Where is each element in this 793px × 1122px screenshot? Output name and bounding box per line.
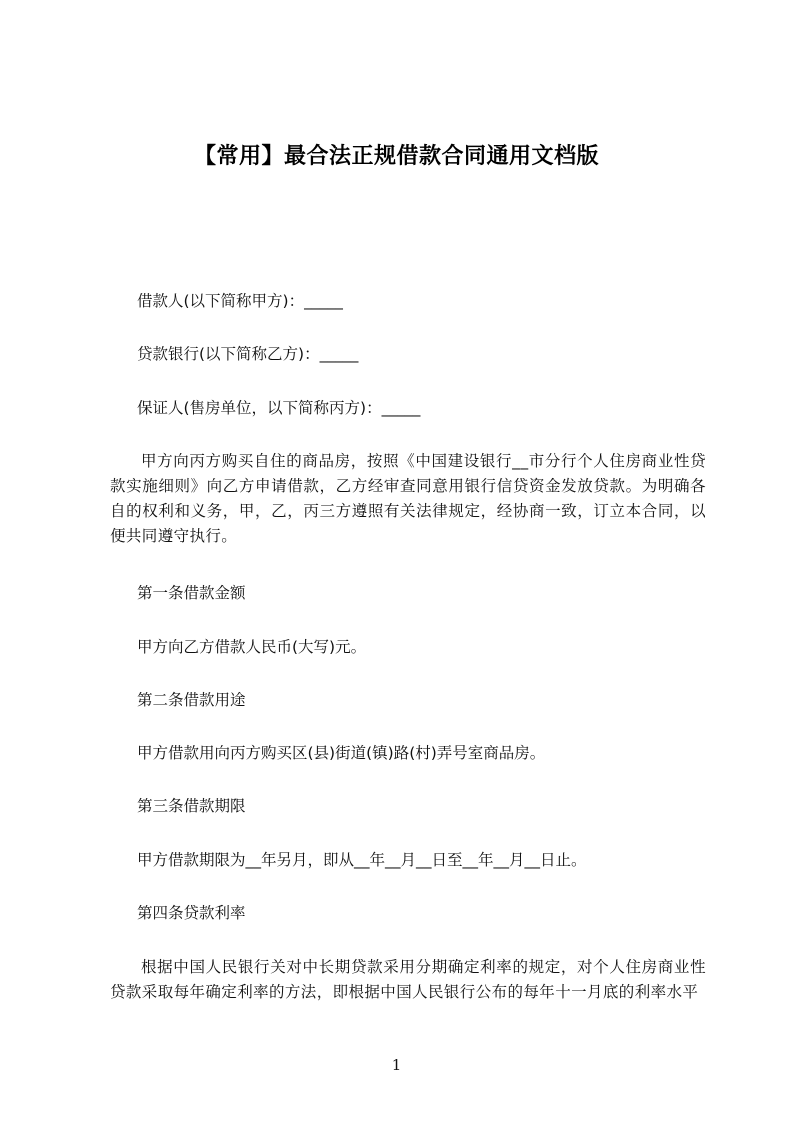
- page-number: 1: [391, 1056, 402, 1074]
- article-body: 根据中国人民银行关对中长期贷款采用分期确定利率的规定，对个人住房商业性贷款采取每年确定利率的方法，即根据中国人民银行公布的每年十一月底的利率水平: [110, 958, 706, 1001]
- document-title: 【常用】最合法正规借款合同通用文档版: [193, 144, 599, 169]
- guarantor-line: 保证人(售房单位，以下简称丙方)：_____: [137, 399, 421, 417]
- article-body: 甲方借款期限为__年另月，即从__年__月__日至__年__月__日止。: [137, 851, 587, 869]
- article-heading: 第四条贷款利率: [137, 904, 246, 922]
- borrower-line: 借款人(以下简称甲方)：_____: [137, 292, 343, 310]
- article-heading: 第三条借款期限: [137, 797, 246, 815]
- article-body: 甲方向乙方借款人民币(大写)元。: [137, 638, 367, 656]
- intro-paragraph: 甲方向丙方购买自住的商品房，按照《中国建设银行__市分行个人住房商业性贷款实施细则》向乙方申请借款，乙方经审查同意用银行信贷资金发放贷款。为明确各自的权利和义务，甲，乙，丙三方遵照有关法律规定，经协商一致，订立本合同，以便共同遵守执行。: [110, 452, 706, 545]
- article-body: 甲方借款用向丙方购买区(县)街道(镇)路(村)弄号室商品房。: [137, 744, 546, 762]
- article-heading: 第二条借款用途: [137, 691, 246, 709]
- lender-line: 贷款银行(以下简称乙方)：_____: [137, 345, 359, 363]
- article-heading: 第一条借款金额: [137, 584, 246, 602]
